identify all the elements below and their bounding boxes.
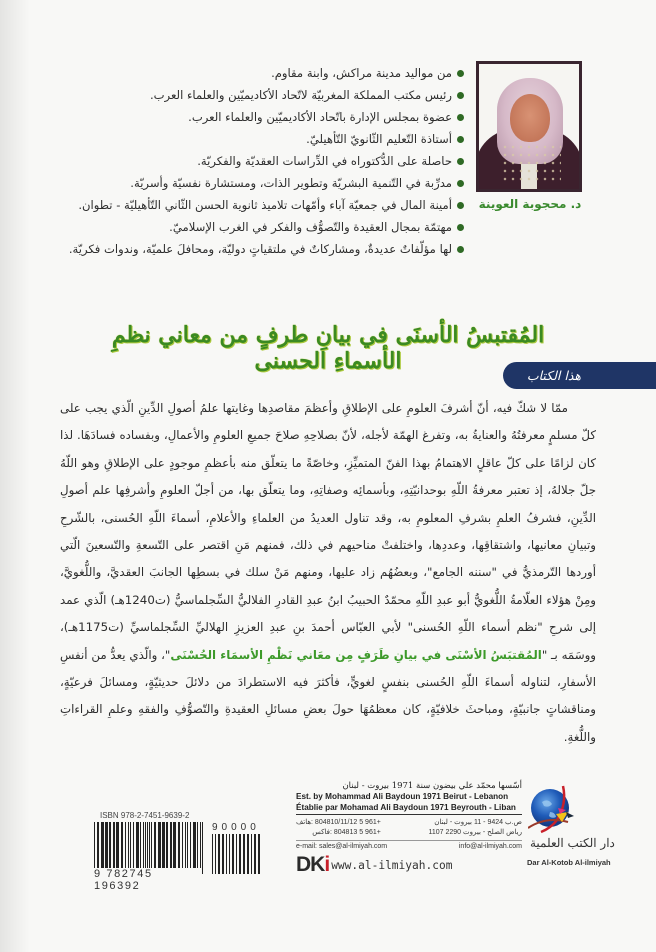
- barcode-bar: [143, 822, 144, 868]
- phone-number: +961 5 804810/11/12 :هاتف: [296, 819, 381, 826]
- book-spine-shadow: [0, 0, 30, 952]
- dki-logo: DKi: [296, 853, 330, 876]
- barcode-bar: [200, 822, 201, 874]
- bullet-dot-icon: [457, 114, 464, 121]
- barcode-bar: [197, 822, 198, 868]
- barcode-bar: [105, 822, 108, 868]
- about-book-label: هذا الكتاب: [503, 362, 656, 389]
- bio-item: رئيس مكتب المملكة المغربيّة لاتّحاد الأكاديميّين والعلماء العرب.: [60, 84, 464, 106]
- barcode-bar: [151, 822, 152, 868]
- bio-item: أستاذة التّعليم الثّانويّ التّأهيليّ.: [60, 128, 464, 150]
- barcode-bar: [109, 822, 111, 868]
- author-name: د. محجوبة العوينة: [478, 197, 582, 211]
- fax-number: +961 5 804813 :فاكس: [312, 829, 381, 836]
- po-box: ص.ب 9424 - 11 بيروت - لبنان: [434, 819, 522, 826]
- barcode-addon-bar: [212, 834, 213, 874]
- book-description: ممّا لا شكّ فيه، أنّ أشرفَ العلومِ على الإطلاقِ وأعظمَ مقاصدِها وغايتها علمُ أصولِ الدِّينِ الّذي يجب على كلّ مسلمٍ معرفتُهُ والعنايةُ به، وتفرغ الهمّة لأجله، لأنّ بصلاحِهِ صلاحَ جميعِ العلومِ والأعمالِ، وبفساده فسادَهَا. لذا كان لزامًا على كلّ عاقلٍ الاهتمامُ بهذا الفنّ المتميِّزِ، وخاصّةً ما يتعلّق منه بأعظمِ موجودٍ على الإطلاقِ وهو اللّهُ جلّ جلالهُ، إذ تعتبر معرفةُ اللّهِ بوحدانيّتِهِ، وبأسمائِه وصفاتِهِ، وما يتعلّق بها، من أجلّ العلومِ وأشرفِها علم أصولِ الدِّينِ، فشرفُ العلمِ بشرفِ المعلومِ به، وقد تناول العديدُ من العلماءِ والأعلامِ، أسماءَ اللّهِ الحُسنى، بالشّرحِ وتبيانِ معانيها، واشتقاقِها، وعددِها، واختلفتْ مناحيهم في ذلك، فمنهم مَنِ اقتصر على التّسعةِ والتّسعينَ الّتي أوردها التّرمذيُّ في "سننه الجامع"، وبعضُهُم زاد عليها، ومنهم مَنْ سلك في بسطِها الجانبَ العقديَّ، واللُّغويَّ، ومِنْ هؤلاء العلّامةُ اللُّغويُّ أبو عبدِ اللّهِ محمّدٌ الحبيبُ ابنُ عبدِ القادرِ الفلاليُّ السِّجلماسيُّ (ت1240هـ) الّذي عمد إلى شرحِ "نظم أسماء اللّهِ الحُسنى" لأبي العبّاس أحمدَ بنِ عبدِ العزيزِ الهلاليِّ السِّجلماسيِّ (ت1175هـ)، ووسَمَه بـ "المُقتبَسُ الأسْنَى في بيانِ طَرَفٍ مِن معَاني نَظْمِ الأسمَاء الحُسْنَى"، والّذي يعدُّ من أنفسِ الأسفارِ، لتناوله أسماءَ اللّهِ الحُسنى بنفسٍ لغويٍّ، فأكثرَ فيه الاستطرادَ من دلائلَ حديثيّةٍ، ومسائلَ فرعيّةٍ، ومناقشاتٍ جانبيّةٍ، ومباحثَ خلافيّةٍ، كان معظمُهَا حولَ بعضِ مسائلِ العقيدةِ والتّصوُّفِ والفقهِ وعلمِ القراءاتِ واللُّغةِ.: [60, 401, 596, 744]
- barcode-addon-bar: [236, 834, 237, 874]
- publisher-info: [296, 781, 522, 850]
- founded-english: Est. by Mohammad Ali Baydoun 1971 Beirut - Lebanon: [296, 792, 509, 801]
- barcode-bar: [101, 822, 104, 868]
- barcode-bar: [162, 822, 165, 868]
- barcode-bar: [170, 822, 172, 868]
- barcode-bar: [193, 822, 196, 868]
- highlighted-book-title: المُقتبَسُ الأسْنَى في بيانِ طَرَفٍ مِن معَاني نَظْمِ الأسمَاء الحُسْنَى: [170, 647, 542, 662]
- barcode-bar: [125, 822, 126, 868]
- barcode-bar: [202, 822, 203, 874]
- bullet-dot-icon: [457, 180, 464, 187]
- barcode-bar: [158, 822, 161, 868]
- bullet-dot-icon: [457, 224, 464, 231]
- address: رياض الصلح - بيروت 2290 1107: [428, 829, 522, 836]
- barcode-bar: [173, 822, 176, 868]
- barcode-addon-bar: [247, 834, 249, 874]
- barcode-addon-bar: [215, 834, 216, 874]
- barcode-addon-bar: [218, 834, 220, 874]
- barcode-bar: [94, 822, 95, 874]
- barcode-bar: [128, 822, 129, 868]
- barcode-addon-bar: [243, 834, 245, 874]
- barcode-addon-bar: [229, 834, 230, 874]
- bio-item: من مواليد مدينة مراكش، وابنة مقاوم.: [60, 62, 464, 84]
- bio-item: لها مؤلّفاتٌ عديدةٌ، ومشاركاتٌ في ملتقياتٍ دوليّة، ومحافلَ علميّة، وندوات فكريّة.: [60, 238, 464, 260]
- book-title: المُقتبسُ الأسنَى في بيانِ طرفٍ من معاني نظمِ الأسماءِ الحسنى: [111, 322, 545, 374]
- bullet-dot-icon: [457, 246, 464, 253]
- bullet-dot-icon: [457, 158, 464, 165]
- barcode-addon-bar: [239, 834, 241, 874]
- barcode-addon-bar: [254, 834, 256, 874]
- barcode-bar: [133, 822, 134, 868]
- barcode-bar: [147, 822, 148, 874]
- barcode-bar: [178, 822, 180, 868]
- bio-item: عضوة بمجلس الإدارة باتّحاد الأكاديميّين والعلماء العرب.: [60, 106, 464, 128]
- barcode-bar: [190, 822, 191, 868]
- bullet-dot-icon: [457, 202, 464, 209]
- photo-face: [510, 94, 550, 142]
- barcode-bar: [154, 822, 156, 868]
- info-email[interactable]: info@al-ilmiyah.com: [458, 843, 522, 850]
- barcode-addon-bar: [226, 834, 227, 874]
- barcode-bar: [140, 822, 141, 868]
- publisher-logo-english: Dar Al-Kotob Al-ilmiyah: [527, 858, 611, 867]
- globe-logo-icon: [528, 784, 578, 834]
- publisher-emails: [296, 840, 522, 850]
- price-code: 90000: [212, 822, 260, 833]
- barcode-bar: [182, 822, 183, 868]
- barcode-bar: [166, 822, 168, 868]
- barcode-bar: [149, 822, 150, 874]
- barcode-addon-bar: [251, 834, 252, 874]
- author-photo: [476, 61, 582, 192]
- sales-email[interactable]: e-mail: sales@al-ilmiyah.com: [296, 843, 388, 850]
- bullet-dot-icon: [457, 92, 464, 99]
- barcode-bar: [185, 822, 186, 868]
- barcode-bar: [97, 822, 99, 874]
- publisher-logo-arabic: دار الكتب العلمية: [530, 836, 615, 850]
- barcode-addon-bar: [222, 834, 224, 874]
- bio-item: أمينة المال في جمعيّة آباء وأمّهات تلاميذ ثانوية الحسن الثّاني التّأهيليّة - تطوان.: [60, 194, 464, 216]
- barcode-addon-bar: [232, 834, 234, 874]
- bio-item: حاصلة على الدُّكتوراه في الدِّراسات العقديّة والفكريّة.: [60, 150, 464, 172]
- bullet-dot-icon: [457, 70, 464, 77]
- author-bio-list: [60, 62, 464, 260]
- publisher-contacts: [296, 818, 522, 838]
- barcode-bar: [121, 822, 123, 868]
- barcode-digits: 9 782745 196392: [92, 868, 202, 892]
- bullet-dot-icon: [457, 136, 464, 143]
- barcode-bar: [116, 822, 119, 868]
- bio-item: مدرِّبة في التّنمية البشريّة وتطوير الذات، ومستشارة نفسيّة وأسريّة.: [60, 172, 464, 194]
- founded-french: Établie par Mohamad Ali Baydoun 1971 Beyrouth - Liban: [296, 802, 522, 815]
- barcode-bar: [145, 822, 146, 868]
- website-row: [296, 853, 452, 877]
- isbn-label: ISBN 978-2-7451-9639-2: [100, 811, 190, 820]
- barcode-bar: [130, 822, 131, 868]
- barcode-bar: [113, 822, 115, 868]
- website-link[interactable]: www.al-ilmiyah.com: [331, 858, 453, 872]
- barcode-bar: [136, 822, 139, 868]
- founded-arabic: أسّسها محمّد علي بيضون سنة 1971 بيروت - لبنان: [342, 781, 522, 791]
- bio-item: مهتمّة بمجال العقيدة والتّصوُّف والفكر في الغرب الإسلاميّ.: [60, 216, 464, 238]
- barcode-bar: [187, 822, 188, 868]
- barcode-addon-bar: [258, 834, 260, 874]
- photo-sequin-pattern: [501, 143, 561, 183]
